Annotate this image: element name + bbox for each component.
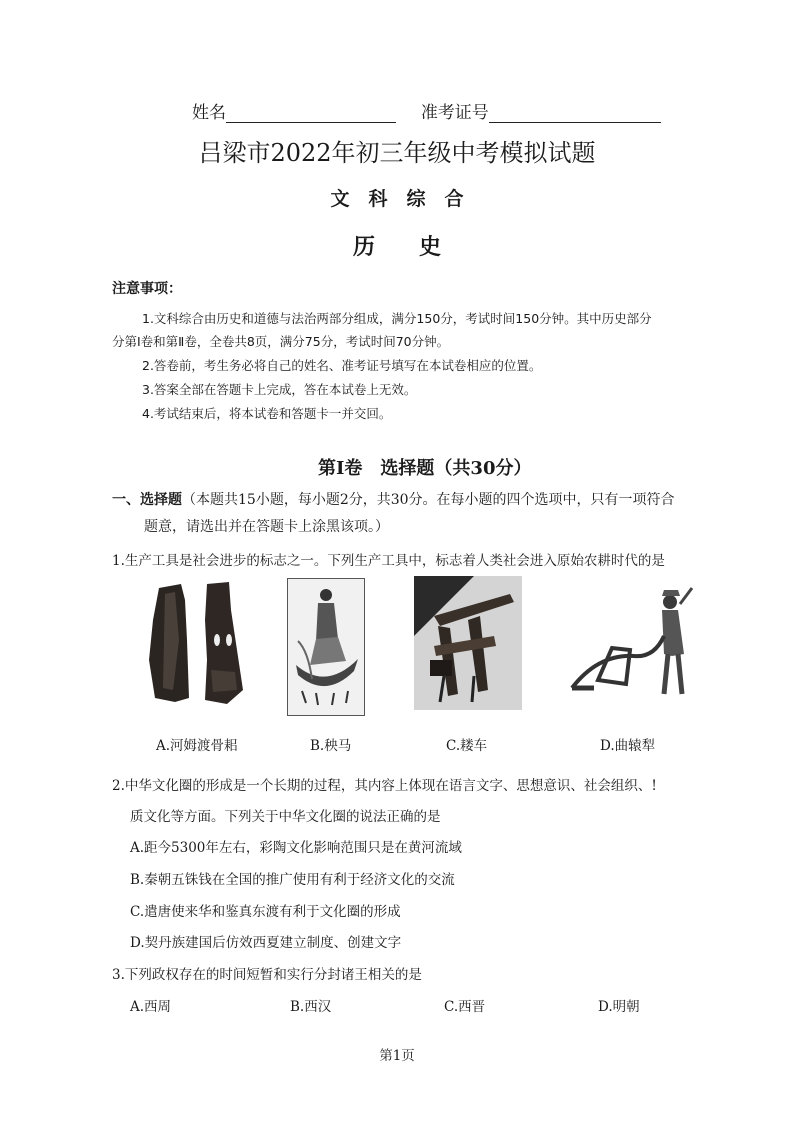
question-2-stem-cont: 质文化等方面。下列关于中华文化圈的说法正确的是 [130,809,441,825]
question-2-option-a: A.距今5300年左右，彩陶文化影响范围只是在黄河流域 [130,840,462,856]
figure-seed-drill [414,576,522,710]
figure-rice-seedling-horse [287,578,365,716]
name-blank-line [226,104,396,123]
candidate-info-row [192,98,661,123]
question-1-option-c: C.耧车 [446,738,488,754]
curved-plow-icon [568,584,696,710]
question-3-stem: 3.下列政权存在的时间短暂和实行分封诸王相关的是 [112,967,422,983]
question-2-option-d: D.契丹族建国后仿效西夏建立制度、创建文字 [130,935,402,951]
question-3-option-a: A.西周 [130,999,172,1015]
figure-curved-plow [568,584,696,710]
notice-item: 分第Ⅰ卷和第Ⅱ卷，全卷共8页，满分75分，考试时间70分钟。 [112,334,450,349]
notice-item: 3.答案全部在答题卡上完成，答在本试卷上无效。 [142,382,417,397]
page-number: 第1页 [379,1048,415,1064]
exam-number-label: 准考证号 [420,103,489,123]
question-1-stem: 1.生产工具是社会进步的标志之一。下列生产工具中，标志着人类社会进入原始农耕时代的是 [112,553,665,569]
subject-group: 文 科 综 合 [330,188,464,210]
subject-title: 历 史 [352,234,441,260]
exam-number-blank-line [489,104,661,123]
question-2-stem: 2.中华文化圈的形成是一个长期的过程，其内容上体现在语言文字、思想意识、社会组织、! [112,778,657,794]
section-heading: 一、选择题 [112,492,182,508]
seed-drill-icon [414,576,522,710]
exam-title: 吕梁市2022年初三年级中考模拟试题 [198,139,596,167]
seedling-horse-icon [288,579,364,715]
question-2-option-c: C.遣唐使来华和鉴真东渡有利于文化圈的形成 [130,904,401,920]
question-3-option-c: C.西晋 [444,999,486,1015]
name-label: 姓名 [192,103,226,123]
notice-title: 注意事项： [112,281,182,297]
notice-item: 4.考试结束后，将本试卷和答题卡一并交回。 [142,406,392,421]
question-1-option-a: A.河姆渡骨耜 [156,738,238,754]
question-1-option-b: B.秧马 [310,738,352,754]
section-instructions-cont: 题意，请选出并在答题卡上涂黑该项。） [144,519,389,535]
section-instructions: （本题共15小题，每小题2分，共30分。在每小题的四个选项中，只有一项符合 [182,492,675,508]
notice-item: 2.答卷前，考生务必将自己的姓名、准考证号填写在本试卷相应的位置。 [142,358,542,373]
section-title: 第Ⅰ卷 选择题（共30分） [318,458,532,479]
figure-bone-spade [145,580,263,708]
question-3-option-d: D.明朝 [598,999,640,1015]
bone-spade-icon [145,580,263,708]
question-3-option-b: B.西汉 [290,999,332,1015]
question-1-option-d: D.曲辕犁 [600,738,656,754]
notice-item: 1.文科综合由历史和道德与法治两部分组成，满分150分，考试时间150分钟。其中历史部分 [142,311,652,326]
question-2-option-b: B.秦朝五铢钱在全国的推广使用有利于经济文化的交流 [130,872,455,888]
